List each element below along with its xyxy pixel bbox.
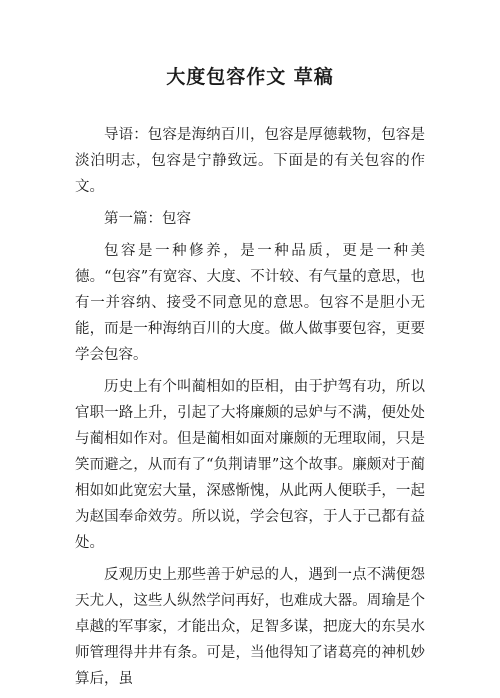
body-paragraph: 反观历史上那些善于妒忌的人，遇到一点不满便怨天尤人，这些人纵然学问再好，也难成大器。周瑜是个卓越的军事家，才能出众，足智多谋，把庞大的东吴水师管理得井井有条。可是，当他得知了诸葛亮的神机妙算后，虽 — [75, 567, 425, 687]
body-paragraph: 历史上有个叫蔺相如的臣相，由于护驾有功，所以官职一路上升，引起了大将廉颇的忌妒与不满，便处处与蔺相如作对。但是蔺相如面对廉颇的无理取闹，只是笑而避之，从而有了“负荆请罪”这个故事。廉颇对于蔺相如如此宽宏大量，深感惭愧，从此两人便联手，一起为赵国奉命效劳。所以说，学会包容，于人于己都有益处。 — [75, 379, 425, 551]
document-body — [75, 122, 425, 698]
intro-paragraph: 导语：包容是海纳百川，包容是厚德载物，包容是淡泊明志，包容是宁静致远。下面是的有关包容的作文。 — [75, 127, 425, 195]
document-title: 大度包容作文 草稿 — [166, 66, 334, 88]
section-heading: 第一篇：包容 — [104, 211, 191, 227]
body-paragraph: 包容是一种修养，是一种品质，更是一种美德。“包容”有宽容、大度、不计较、有气量的意思，也有一并容纳、接受不同意见的意思。包容不是胆小无能，而是一种海纳百川的大度。做人做事要包容，更要学会包容。 — [75, 243, 425, 363]
